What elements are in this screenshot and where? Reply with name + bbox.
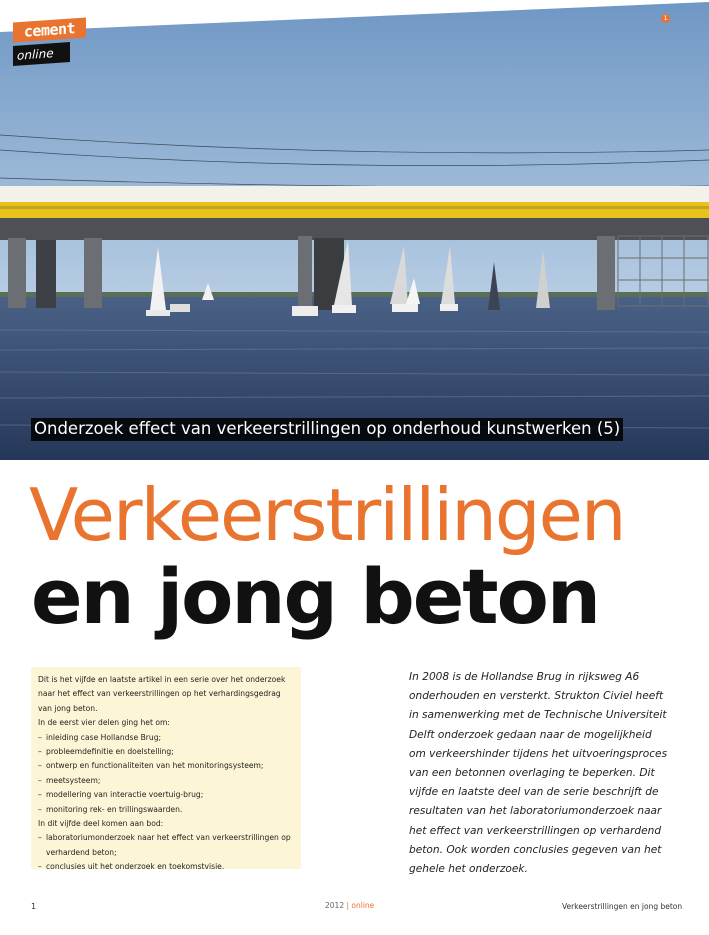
bridge-photo	[0, 0, 709, 460]
page-marker: 1	[661, 14, 670, 23]
title-line-1: Verkeerstrillingen	[29, 473, 625, 557]
list-item: – modellering van interactie voertuig-brug;	[38, 788, 295, 802]
footer-page-number: 1	[31, 902, 37, 911]
online-label: online	[17, 46, 54, 63]
footer-year: 2012	[325, 901, 345, 910]
footer-running-title: Verkeerstrillingen en jong beton	[562, 902, 683, 911]
logo-text: cement	[23, 19, 76, 41]
list-item: – inleiding case Hollandse Brug;	[38, 731, 295, 745]
hero-photo	[0, 0, 709, 460]
footer-edition	[325, 901, 374, 910]
current-parts-list	[38, 831, 295, 874]
list-item: – monitoring rek- en trillingswaarden.	[38, 803, 295, 817]
online-tag	[13, 42, 70, 66]
infobox-intro: Dit is het vijfde en laatste artikel in een serie over het onderzoek naar het effect van verkeerstrillingen op het verhardingsgedrag van jong beton.	[38, 675, 286, 713]
footer-separator: |	[346, 901, 350, 910]
list-item: – ontwerp en functionaliteiten van het monitoringsysteem;	[38, 759, 295, 773]
article-kicker: Onderzoek effect van verkeerstrillingen op onderhoud kunstwerken (5)	[31, 418, 623, 441]
infobox-current-label: In dit vijfde deel komen aan bod:	[38, 819, 164, 829]
list-item: – meetsysteem;	[38, 774, 295, 788]
infobox-previous-label: In de eerst vier delen ging het om:	[38, 718, 170, 728]
page-corner-cut	[0, 0, 709, 40]
previous-parts-list	[38, 731, 295, 817]
list-item: – laboratoriumonderzoek naar het effect van verkeerstrillingen op verhardend beton;	[38, 831, 295, 860]
article-intro: In 2008 is de Hollandse Brug in rijksweg A6 onderhouden en versterkt. Strukton Civiel heeft in samenwerking met de Technische Universiteit Delft onderzoek gedaan naar de mogelijkheid om verkeershinder tijdens het uitvoeringsproces van een betonnen overlaging te beperken. Dit vijfde en laatste deel van de serie beschrijft de resultaten van het laboratoriumonderzoek naar het effect van verkeerstrillingen op verhardend beton. Ook worden conclusies gegeven van het gehele het onderzoek.	[409, 671, 668, 876]
list-item: – conclusies uit het onderzoek en toekomstvisie.	[38, 860, 295, 874]
footer-edition-label: online	[351, 901, 375, 910]
list-item: – probleemdefinitie en doelstelling;	[38, 745, 295, 759]
title-line-2: en jong beton	[31, 552, 599, 641]
series-info-box	[31, 667, 301, 872]
